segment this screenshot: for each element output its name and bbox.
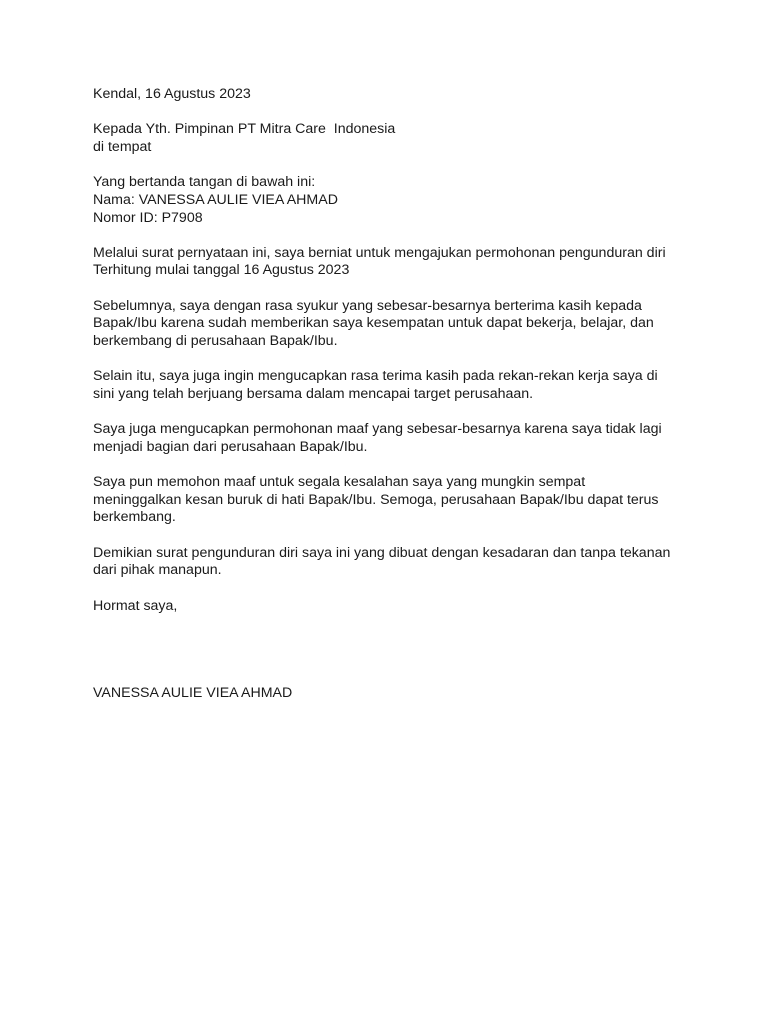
identity-id: Nomor ID: P7908 [93,209,203,226]
paragraph-line: dari pihak manapun. [93,562,222,579]
paragraph-line: meninggalkan kesan buruk di hati Bapak/Ibu. Semoga, perusahaan Bapak/Ibu dapat terus [93,491,659,508]
paragraph-apology [93,421,693,456]
paragraph-line: Saya pun memohon maaf untuk segala kesalahan saya yang mungkin sempat [93,474,586,491]
closing-salutation: Hormat saya, [93,597,178,614]
paragraph-conclusion [93,545,693,580]
signature-name: VANESSA AULIE VIEA AHMAD [93,685,293,702]
spacer [93,351,693,369]
paragraph-line: Bapak/Ibu karena sudah memberikan saya kesempatan untuk dapat bekerja, belajar, dan [93,315,654,332]
paragraph-line: Terhitung mulai tanggal 16 Agustus 2023 [93,262,350,279]
paragraph-line: sini yang telah berjuang bersama dalam mencapai target perusahaan. [93,385,534,402]
paragraph-gratitude [93,298,693,351]
paragraph-line: berkembang di perusahaan Bapak/Ibu. [93,333,338,350]
spacer [93,404,693,422]
spacer [93,280,693,298]
paragraph-resignation [93,245,693,280]
spacer [93,227,693,245]
paragraph-line: berkembang. [93,509,176,526]
identity-intro: Yang bertanda tangan di bawah ini: [93,174,316,191]
recipient-location: di tempat [93,138,152,155]
signature-space [93,615,693,685]
spacer [93,157,693,175]
recipient-line: Kepada Yth. Pimpinan PT Mitra Care Indonesia [93,121,396,138]
paragraph-line: Selain itu, saya juga ingin mengucapkan rasa terima kasih pada rekan-rekan kerja saya di [93,368,658,385]
recipient-block [93,121,693,156]
identity-name: Nama: VANESSA AULIE VIEA AHMAD [93,191,338,208]
letter-body [93,86,693,703]
spacer [93,580,693,598]
paragraph-line: Melalui surat pernyataan ini, saya berniat untuk mengajukan permohonan pengunduran diri [93,244,666,261]
paragraph-forgiveness [93,474,693,527]
paragraph-line: menjadi bagian dari perusahaan Bapak/Ibu. [93,438,368,455]
spacer [93,527,693,545]
spacer [93,104,693,122]
paragraph-line: Sebelumnya, saya dengan rasa syukur yang sebesar-besarnya berterima kasih kepada [93,297,642,314]
paragraph-colleagues [93,368,693,403]
identity-block [93,174,693,227]
paragraph-line: Saya juga mengucapkan permohonan maaf yang sebesar-besarnya karena saya tidak lagi [93,421,662,438]
spacer [93,457,693,475]
place-date: Kendal, 16 Agustus 2023 [93,86,251,102]
paragraph-line: Demikian surat pengunduran diri saya ini yang dibuat dengan kesadaran dan tanpa tekanan [93,544,671,561]
